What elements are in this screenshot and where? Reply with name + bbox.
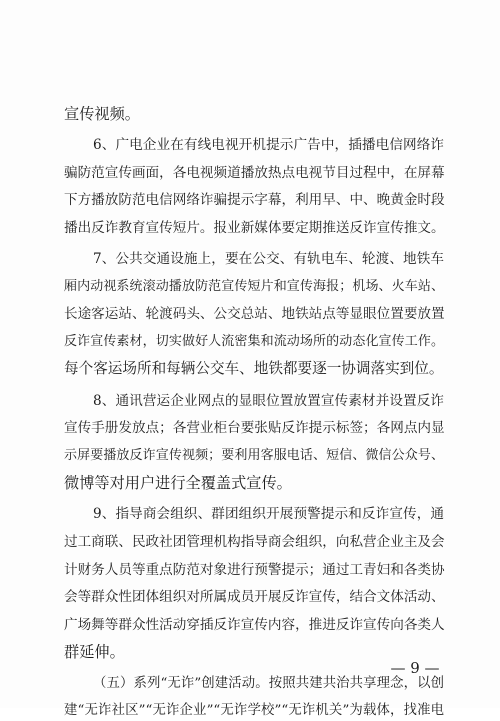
- text-line: 长途客运站、轮渡码头、公交总站、地铁站点等显眼位置要放置: [64, 306, 445, 322]
- text-line: 宣传视频。: [64, 105, 140, 123]
- text-line: 下方播放防范电信网络诈骗提示字幕，利用早、中、晚黄金时段: [64, 192, 445, 208]
- page-number: — 9 —: [390, 659, 440, 677]
- text-line: 群延伸。: [64, 643, 125, 661]
- text-line: 9、指导商会组织、群团组织开展预警提示和反诈宣传，通: [93, 506, 444, 522]
- text-line: 播出反诈教育宣传短片。报业新媒体要定期推送反诈宣传推文。: [64, 220, 445, 236]
- text-line: 示屏要播放反诈宣传视频；要利用客服电话、短信、微信公众号、: [64, 448, 444, 463]
- text-line: 会等群众性团体组织对所属成员开展反诈宣传，结合文体活动、: [64, 589, 445, 605]
- text-line: 8、通讯营运企业网点的显眼位置放置宣传素材并设置反诈: [93, 393, 444, 409]
- text-line: 厢内动视系统滚动播放防范宣传短片和宣传海报；机场、火车站、: [64, 279, 444, 294]
- text-line: 6、广电企业在有线电视开机提示广告中，插播电信网络诈: [93, 137, 444, 153]
- text-line: 骗防范宣传画面，各电视频道播放热点电视节目过程中，在屏幕: [64, 165, 445, 181]
- text-line: 宣传手册发放点；各营业柜台要张贴反诈提示标签；各网点内显: [64, 420, 445, 436]
- text-line: （五）系列“无诈”创建活动。按照共建共治共享理念，以创: [93, 676, 444, 691]
- text-line: 每个客运场所和每辆公交车、地铁都要逐一协调落实到位。: [64, 360, 444, 377]
- text-line: 微博等对用户进行全覆盖式宣传。: [64, 474, 292, 492]
- text-line: 7、公共交通设施上，要在公交、有轨电车、轮渡、地铁车: [93, 251, 444, 267]
- text-line: 广场舞等群众性活动穿插反诈宣传内容，推进反诈宣传向各类人: [64, 617, 445, 633]
- text-line: 建“无诈社区”“无诈企业”“无诈学校”“无诈机关”为载体，找准电: [64, 703, 444, 718]
- text-line: 反诈宣传素材，切实做好人流密集和流动场所的动态化宣传工作。: [64, 334, 444, 349]
- text-line: 过工商联、民政社团管理机构指导商会组织，向私营企业主及会: [64, 534, 445, 550]
- text-line: 计财务人员等重点防范对象进行预警提示；通过工青妇和各类协: [64, 562, 445, 578]
